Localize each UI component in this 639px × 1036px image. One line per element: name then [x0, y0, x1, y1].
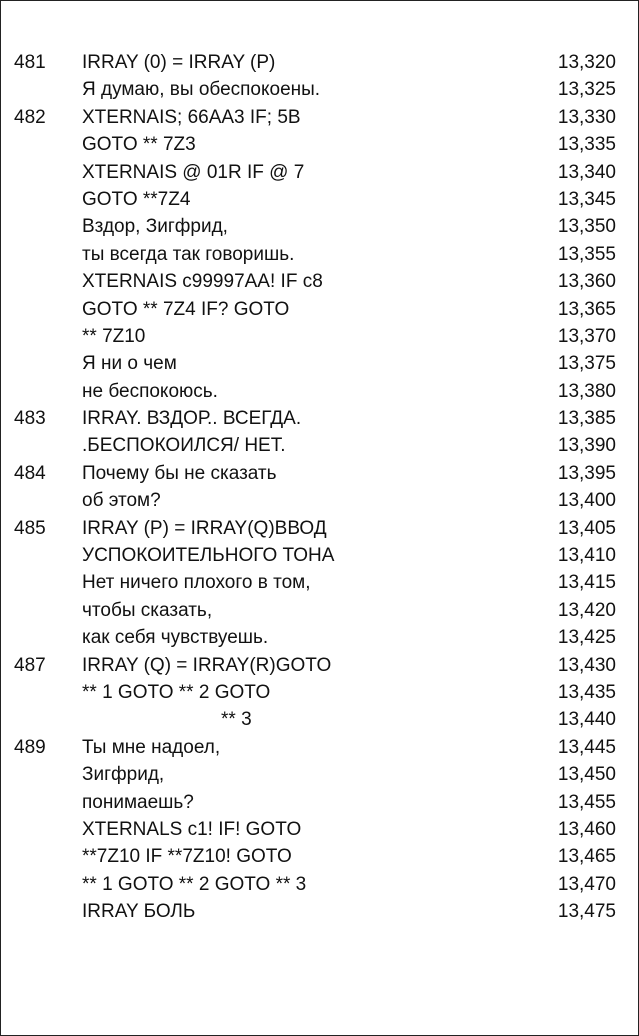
- statement-number: 484: [14, 462, 46, 484]
- statement-text: Вздор, Зигфрид,: [82, 216, 228, 238]
- listing-row: [1, 323, 638, 350]
- program-listing: [1, 49, 638, 926]
- statement-text: УСПОКОИТЕЛЬНОГО ТОНА: [82, 545, 335, 567]
- listing-row: [1, 241, 638, 268]
- statement-text: GOTO **7Z4: [82, 188, 191, 210]
- listing-row: [1, 213, 638, 240]
- statement-number: 489: [14, 736, 46, 758]
- line-number: 13,335: [557, 134, 616, 156]
- statement-text: XTERNALS c1! IF! GOTO: [82, 818, 302, 840]
- statement-text: XTERNAIS c99997AA! IF c8: [82, 271, 323, 293]
- listing-row: [1, 816, 638, 843]
- line-number: 13,420: [557, 599, 616, 621]
- statement-text: чтобы сказать,: [82, 599, 213, 621]
- line-number: 13,475: [557, 901, 616, 923]
- line-number: 13,405: [557, 517, 616, 539]
- listing-row: [1, 104, 638, 131]
- line-number: 13,470: [557, 873, 616, 895]
- listing-row: [1, 296, 638, 323]
- listing-row: [1, 49, 638, 76]
- listing-row: [1, 789, 638, 816]
- statement-number: 481: [14, 52, 46, 73]
- line-number: 13,380: [557, 380, 616, 402]
- statement-text: Я ни о чем: [82, 353, 177, 375]
- listing-row: [1, 679, 638, 706]
- line-number: 13,385: [557, 408, 616, 430]
- statement-number: 487: [14, 654, 46, 676]
- line-number: 13,325: [557, 79, 616, 101]
- line-number: 13,435: [557, 681, 616, 703]
- statement-text: GOTO ** 7Z4 IF? GOTO: [82, 298, 290, 320]
- line-number: 13,365: [557, 298, 616, 320]
- line-number: 13,320: [557, 52, 616, 73]
- line-number: 13,345: [557, 188, 616, 210]
- listing-row: [1, 843, 638, 870]
- line-number: 13,355: [557, 243, 616, 265]
- listing-row: [1, 569, 638, 596]
- listing-row: [1, 515, 638, 542]
- listing-row: [1, 76, 638, 103]
- line-number: 13,390: [557, 435, 616, 457]
- listing-row: [1, 432, 638, 459]
- statement-text: Я думаю, вы обеспокоены.: [82, 79, 321, 101]
- statement-text: ** 7Z10: [82, 325, 146, 347]
- line-number: 13,450: [557, 764, 616, 786]
- statement-text: XTERNAIS @ 01R IF @ 7: [82, 161, 305, 183]
- statement-text: Ты мне надоел,: [82, 736, 221, 758]
- listing-row: [1, 624, 638, 651]
- statement-text: **7Z10 IF **7Z10! GOTO: [82, 846, 292, 868]
- line-number: 13,370: [557, 325, 616, 347]
- listing-row: [1, 186, 638, 213]
- listing-row: [1, 761, 638, 788]
- line-number: 13,425: [557, 627, 616, 649]
- statement-text: ** 3: [221, 709, 252, 731]
- listing-row: [1, 350, 638, 377]
- statement-text: как себя чувствуешь.: [82, 627, 269, 649]
- line-number: 13,410: [557, 545, 616, 567]
- line-number: 13,375: [557, 353, 616, 375]
- statement-text: об этом?: [82, 490, 161, 512]
- statement-number: 483: [14, 408, 46, 430]
- line-number: 13,415: [557, 572, 616, 594]
- line-number: 13,400: [557, 490, 616, 512]
- line-number: 13,340: [557, 161, 616, 183]
- listing-row: [1, 131, 638, 158]
- statement-text: Почему бы не сказать: [82, 462, 277, 484]
- line-number: 13,460: [557, 818, 616, 840]
- listing-row: [1, 487, 638, 514]
- statement-text: XTERNAIS; 66AA3 IF; 5B: [82, 106, 301, 128]
- line-number: 13,430: [557, 654, 616, 676]
- listing-row: [1, 460, 638, 487]
- statement-number: 482: [14, 106, 46, 128]
- listing-row: [1, 871, 638, 898]
- statement-text: Нет ничего плохого в том,: [82, 572, 311, 594]
- listing-row: [1, 706, 638, 733]
- listing-row: [1, 268, 638, 295]
- listing-row: [1, 898, 638, 925]
- statement-text: IRRAY БОЛЬ: [82, 901, 196, 923]
- statement-text: не беспокоюсь.: [82, 380, 218, 402]
- statement-text: ты всегда так говоришь.: [82, 243, 295, 265]
- statement-text: понимаешь?: [82, 791, 194, 813]
- line-number: 13,395: [557, 462, 616, 484]
- line-number: 13,465: [557, 846, 616, 868]
- listing-row: [1, 597, 638, 624]
- line-number: 13,440: [557, 709, 616, 731]
- statement-text: ** 1 GOTO ** 2 GOTO: [82, 681, 271, 703]
- statement-text: IRRAY. ВЗДОР.. ВСЕГДА.: [82, 408, 302, 430]
- statement-text: Зигфрид,: [82, 764, 165, 786]
- statement-text: IRRAY (Q) = IRRAY(R)GOTO: [82, 654, 332, 676]
- statement-text: ** 1 GOTO ** 2 GOTO ** 3: [82, 873, 307, 895]
- listing-row: [1, 378, 638, 405]
- line-number: 13,445: [557, 736, 616, 758]
- statement-text: GOTO ** 7Z3: [82, 134, 196, 156]
- listing-row: [1, 542, 638, 569]
- line-number: 13,455: [557, 791, 616, 813]
- listing-row: [1, 734, 638, 761]
- statement-text: .БЕСПОКОИЛСЯ/ НЕТ.: [82, 435, 286, 457]
- listing-row: [1, 405, 638, 432]
- statement-number: 485: [14, 517, 46, 539]
- line-number: 13,330: [557, 106, 616, 128]
- statement-text: IRRAY (P) = IRRAY(Q)ВВОД: [82, 517, 327, 539]
- listing-row: [1, 159, 638, 186]
- line-number: 13,360: [557, 271, 616, 293]
- line-number: 13,350: [557, 216, 616, 238]
- statement-text: IRRAY (0) = IRRAY (P): [82, 52, 276, 73]
- listing-row: [1, 652, 638, 679]
